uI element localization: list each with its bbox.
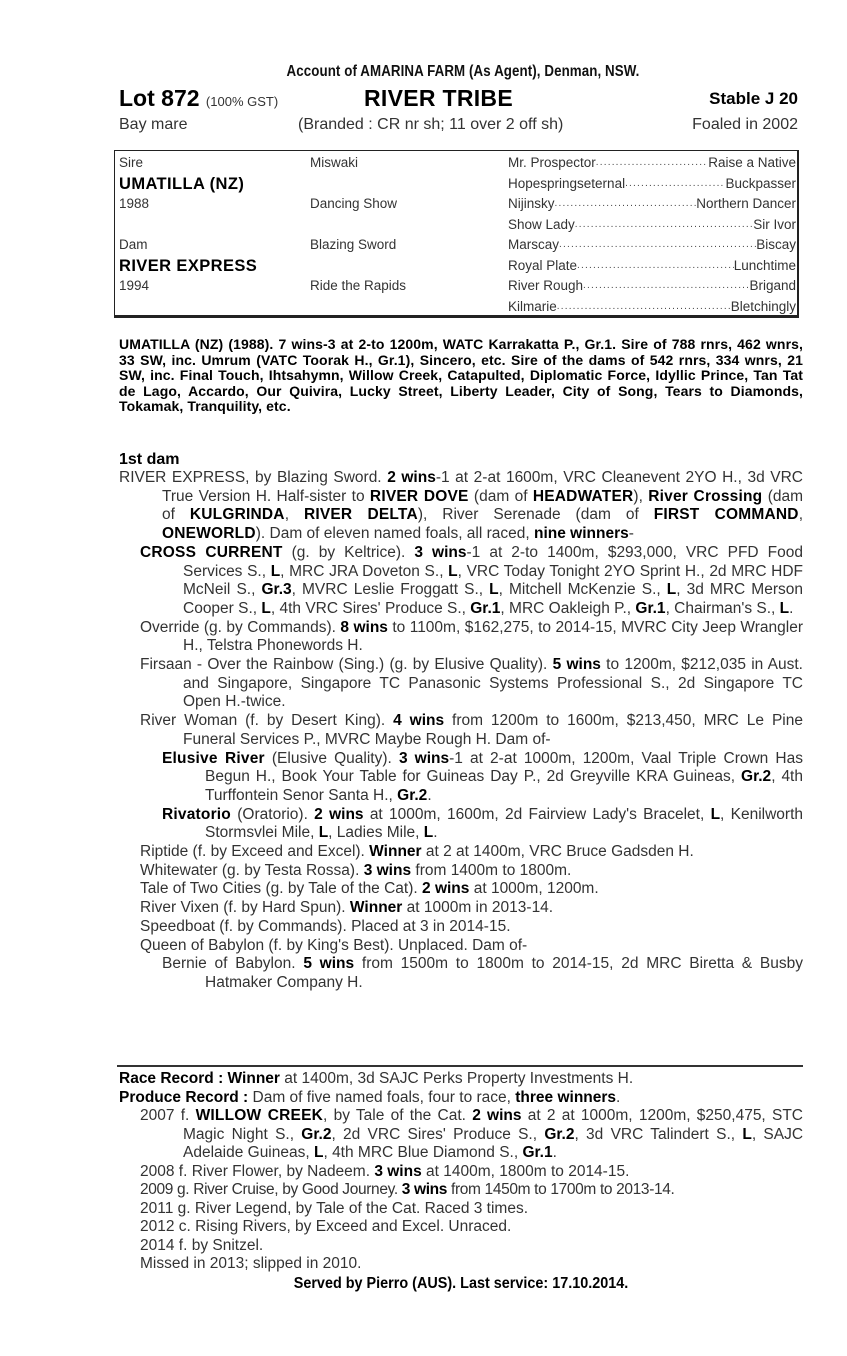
leader-dots (625, 174, 725, 195)
ancestor-sire: Kilmarie (508, 298, 557, 314)
progeny-riptide (119, 843, 803, 862)
dam-year: 1994 (119, 278, 150, 293)
pedigree-ancestor-row (508, 256, 796, 277)
text: at 1400m, 1800m to 2014-15. (421, 1162, 630, 1180)
stakes-winner-name: RIVER DELTA (303, 506, 418, 524)
wins-bold: Winner (349, 899, 403, 917)
ancestor-dam-sire: Brigand (749, 278, 796, 293)
progeny-river-woman (119, 712, 803, 749)
sex-colour: Bay mare (119, 116, 188, 133)
wins-bold: 3 wins (414, 543, 467, 561)
lot-label: Lot 872 (119, 85, 200, 111)
text: ), River Serenade (dam of (417, 506, 654, 524)
text: -1 at 2-to 1400m, $293,000, VRC PFD Food Services S., (183, 543, 803, 580)
listed-badge: L (666, 581, 677, 599)
stakes-winner-name: FIRST COMMAND (653, 506, 799, 524)
ancestor-dam-sire: Bletchingly (730, 298, 796, 314)
leader-dots (575, 215, 753, 236)
text: - (628, 525, 634, 543)
pedigree-ancestor-row (508, 194, 796, 215)
progeny-bernie-of-babylon (119, 955, 803, 992)
ancestor-sire: River Rough (508, 278, 584, 293)
produce-2014-filly: 2014 f. by Snitzel. (140, 1236, 264, 1254)
pedigree-parents (119, 153, 309, 297)
text: (Elusive Quality). (264, 749, 399, 767)
leader-dots (557, 297, 731, 318)
text: . (616, 1088, 621, 1106)
listed-badge: L (318, 824, 329, 842)
listed-badge: L (448, 562, 458, 580)
text: -1 at 2-at 1600m, VRC Cleanevent 2YO H., 3d VRC True Version H. Half-sister to (162, 469, 803, 505)
pedigree-ancestor-row (508, 153, 796, 174)
wins-bold: 3 wins (374, 1162, 422, 1180)
text: , MRC Oakleigh P., (500, 599, 636, 617)
produce-river-flower (119, 1163, 803, 1182)
stakes-winner-name: WILLOW CREEK (195, 1107, 324, 1124)
text: , 4th Turffontein Senor Santa H., (205, 768, 803, 804)
produce-river-cruise (119, 1181, 803, 1200)
stakes-placed-name: River Crossing (648, 487, 763, 505)
progeny-rivatorio (119, 806, 803, 843)
lot-number (119, 84, 278, 116)
text: RIVER EXPRESS, by Blazing Sword. (119, 469, 388, 486)
pedigree-ancestor-row (508, 215, 796, 236)
text: at 1400m, 3d SAJC Perks Property Investments H. (279, 1070, 634, 1087)
first-dam-title: 1st dam (119, 451, 180, 468)
text: at 1000m, 1600m, 2d Fairview Lady's Bracelet, (363, 805, 711, 823)
produce-record-label: Produce Record : (119, 1088, 253, 1106)
text: at 2 at 1000m, 1200m, $250,475, STC Magic Night S., (183, 1107, 803, 1143)
text: , Chairman's S., (665, 599, 780, 617)
stakes-placed-name: Elusive River (162, 749, 265, 767)
text: , 4th MRC Blue Diamond S., (323, 1144, 523, 1161)
group-badge: Gr.1 (635, 599, 666, 617)
leader-dots (583, 276, 749, 297)
ancestor-sire: Nijinsky (508, 196, 555, 211)
progeny-whitewater (119, 862, 803, 881)
group-badge: Gr.2 (397, 786, 428, 804)
wins-bold: 4 wins (393, 712, 445, 730)
text: , SAJC Adelaide Guineas, (183, 1125, 804, 1161)
text: at 2 at 1400m, VRC Bruce Gadsden H. (421, 843, 694, 861)
produce-river-legend: 2011 g. River Legend, by Tale of the Cat. Raced 3 times. (140, 1199, 529, 1217)
stakes-winner-name: HEADWATER (532, 487, 634, 505)
dam-label: Dam (119, 237, 148, 252)
lot-row (119, 84, 803, 114)
brand-info: (Branded : CR nr sh; 11 over 2 off sh) (298, 116, 564, 133)
group-badge: Gr.2 (741, 768, 772, 786)
text: , 2d VRC Sires' Produce S., (331, 1125, 545, 1143)
text: , VRC Today Tonight 2YO Sprint H., 2d MRC HDF McNeil S., (183, 562, 804, 599)
produce-willow-creek (119, 1107, 803, 1163)
sire-year: 1988 (119, 196, 150, 211)
wins-bold: Winner (369, 843, 422, 861)
text: at 1000m in 2013-14. (402, 899, 554, 917)
text: , (798, 506, 803, 524)
section-divider (117, 1065, 803, 1067)
dam-sire: Blazing Sword (310, 237, 397, 252)
text: Tale of Two Cities (g. by Tale of the Cat). (140, 880, 423, 898)
progeny-cross-current (119, 544, 803, 619)
text: 2007 f. (140, 1107, 196, 1124)
wins-bold: 3 wins (398, 749, 450, 767)
ancestor-sire: Royal Plate (508, 257, 578, 273)
text: (dam of (468, 487, 533, 505)
text: Dam of five named foals, four to race, (252, 1088, 516, 1106)
text: to 1100m, $162,275, to 2014-15, MVRC City Jeep Wrangler H., Telstra Phonewords H. (183, 618, 803, 655)
race-record (119, 1070, 803, 1089)
stakes-placed-name: Rivatorio (162, 805, 231, 823)
text: , Mitchell McKenzie S., (498, 581, 667, 599)
leader-dots (559, 235, 756, 256)
produce-rising-rivers: 2012 c. Rising Rivers, by Exceed and Excel. Unraced. (140, 1218, 512, 1235)
sire-dam: Dancing Show (310, 196, 398, 211)
wins-bold: 2 wins (422, 880, 470, 898)
produce-record (119, 1089, 803, 1108)
pedigree-table (114, 150, 799, 318)
produce-missed-note: Missed in 2013; slipped in 2010. (140, 1255, 362, 1272)
pedigree-ancestor-row (508, 297, 796, 318)
text: , MRC JRA Doveton S., (280, 562, 449, 580)
record-section (119, 1070, 803, 1294)
group-badge: Gr.2 (301, 1125, 332, 1143)
listed-badge: L (423, 824, 434, 842)
text: from 1450m to 1700m to 2013-14. (447, 1181, 675, 1198)
progeny-elusive-river (119, 750, 803, 806)
group-badge: Gr.1 (522, 1144, 553, 1161)
catalogue-page (119, 62, 804, 1292)
text: (g. by Keltrice). (282, 543, 415, 561)
progeny-override (119, 619, 803, 656)
progeny-firsaan (119, 656, 803, 712)
ancestor-sire: Show Lady (508, 216, 575, 232)
text: Firsaan - Over the Rainbow (Sing.) (g. by Elusive Quality). (140, 656, 553, 674)
sire-name: UMATILLA (NZ) (119, 174, 245, 193)
wins-bold: 2 wins (472, 1107, 522, 1124)
dam-dam: Ride the Rapids (310, 278, 407, 293)
group-badge: Gr.1 (470, 599, 501, 617)
text: 2008 f. River Flower, by Nadeem. (140, 1162, 375, 1180)
wins-bold: 5 wins (303, 955, 355, 973)
wins-bold: 8 wins (340, 618, 388, 636)
listed-badge: L (710, 805, 721, 823)
progeny-tale-of-two-cities (119, 880, 803, 899)
ancestor-dam-sire: Lunchtime (733, 257, 796, 273)
text: (Oratorio). (230, 805, 315, 823)
ancestor-dam-sire: Northern Dancer (696, 196, 796, 211)
text: from 1200m to 1600m, $213,450, MRC Le Pine Funeral Services P., MVRC Maybe Rough H. Dam of- (183, 712, 803, 748)
leader-dots (596, 153, 708, 174)
progeny-river-vixen (119, 899, 803, 918)
ancestor-sire: Marscay (508, 237, 560, 252)
text: , MVRC Leslie Froggatt S., (291, 581, 490, 599)
text: , 3d MRC Merson Cooper S., (183, 581, 803, 617)
text: River Woman (f. by Desert King). (140, 712, 394, 730)
text: , (284, 506, 304, 524)
text: 2009 g. River Cruise, by Good Journey. (140, 1181, 402, 1198)
wins-bold: 2 wins (314, 805, 364, 823)
text: (dam of (162, 487, 804, 524)
progeny-queen-of-babylon: Queen of Babylon (f. by King's Best). Unplaced. Dam of- (140, 936, 528, 954)
text: from 1500m to 1800m to 2014-15, 2d MRC Biretta & Busby Hatmaker Company H. (205, 955, 803, 991)
text: Override (g. by Commands). (140, 618, 341, 636)
text: at 1000m, 1200m. (469, 880, 599, 898)
wins-bold: 5 wins (552, 656, 601, 674)
text: . (427, 786, 432, 804)
dam-name: RIVER EXPRESS (119, 256, 258, 275)
text: . (789, 599, 794, 617)
pedigree-grandparents (310, 153, 500, 297)
text: , Ladies Mile, (328, 824, 424, 842)
stakes-winner-name: ONEWORLD (162, 525, 256, 543)
progeny-speedboat: Speedboat (f. by Commands). Placed at 3 in 2014-15. (140, 917, 511, 935)
pedigree-ancestor-row (508, 174, 796, 195)
listed-badge: L (779, 599, 790, 617)
text: , 4th VRC Sires' Produce S., (270, 599, 471, 617)
listed-badge: L (261, 599, 271, 617)
leader-dots (577, 256, 734, 277)
listed-badge: L (489, 581, 499, 599)
pedigree-ancestor-row (508, 276, 796, 297)
ancestor-dam-sire: Biscay (756, 237, 796, 252)
wins-bold: 3 wins (363, 861, 412, 879)
race-record-label: Race Record : (119, 1070, 228, 1087)
first-dam-section (119, 450, 803, 993)
sire-summary: UMATILLA (NZ) (1988). 7 wins-3 at 2-to 1200m, WATC Karrakatta P., Gr.1. Sire of 788 rnrs, 462 wnrs, 33 SW, inc. Umrum (VATC Toorak H., Gr.1), Sincero, etc. Sire of the dams of 542 rnrs, 334 wnrs, 21 SW, inc. Final Touch, Ihtsahymn, Willow Creek, Catapulted, Diplomatic Force, Idyllic Prince, Tan Tat de Lago, Accardo, Our Quivira, Lucky Street, Liberty Leader, City of Song, Tears to Diamonds, Tokamak, Tranquility, etc. (119, 336, 803, 414)
text: ), (633, 487, 649, 505)
wins-bold: 2 wins (387, 469, 436, 486)
ancestor-sire: Mr. Prospector (508, 155, 596, 170)
ancestor-dam-sire: Buckpasser (725, 175, 796, 191)
listed-badge: L (313, 1144, 324, 1161)
wins-bold: 3 wins (401, 1181, 448, 1198)
text: Bernie of Babylon. (162, 955, 304, 973)
description-row (119, 114, 803, 138)
dam-intro (119, 469, 803, 544)
ancestor-dam-sire: Raise a Native (708, 155, 796, 170)
leader-dots (555, 194, 697, 215)
wins-bold: Winner (227, 1070, 280, 1087)
winners-bold: three winners (515, 1088, 617, 1106)
pedigree-ancestor-row (508, 235, 796, 256)
group-badge: Gr.3 (261, 581, 292, 599)
text: , by Tale of the Cat. (323, 1107, 473, 1124)
gst-note: (100% GST) (205, 94, 279, 109)
stakes-winner-name: CROSS CURRENT (140, 543, 283, 561)
text: . (552, 1144, 557, 1161)
winners-bold: nine winners (534, 525, 629, 543)
vendor-account: Account of AMARINA FARM (As Agent), Denman, NSW. (286, 63, 640, 80)
served-by-note: Served by Pierro (AUS). Last service: 17.10.2014. (293, 1274, 629, 1292)
pedigree-third-generation (508, 153, 796, 317)
stable-location: Stable J 20 (709, 89, 798, 108)
listed-badge: L (270, 562, 281, 580)
sire-label: Sire (119, 155, 144, 170)
ancestor-sire: Hopespringseternal (508, 175, 626, 191)
text: -1 at 2-at 1000m, 1200m, Vaal Triple Crown Has Begun H., Book Your Table for Guineas Day P., 2d Greyville KRA Guineas, (205, 749, 803, 786)
text: , 3d VRC Talindert S., (574, 1125, 743, 1143)
text: from 1400m to 1800m. (411, 861, 572, 879)
horse-name: RIVER TRIBE (364, 85, 513, 111)
text: to 1200m, $212,035 in Aust. and Singapore, Singapore TC Panasonic Systems Professional S., 2d Singapore TC Open H.-twice. (183, 656, 803, 711)
text: Riptide (f. by Exceed and Excel). (140, 843, 370, 861)
listed-badge: L (742, 1125, 752, 1143)
text: River Vixen (f. by Hard Spun). (140, 899, 350, 917)
stakes-winner-name: RIVER DOVE (369, 487, 469, 505)
text: . (433, 824, 438, 842)
text: ). Dam of eleven named foals, all raced, (255, 525, 535, 543)
foaled-year: Foaled in 2002 (692, 116, 798, 133)
text: , Kenilworth Stormsvlei Mile, (205, 805, 803, 842)
sire-sire: Miswaki (310, 155, 359, 170)
stakes-winner-name: KULGRINDA (189, 506, 285, 524)
text: Whitewater (g. by Testa Rossa). (140, 861, 364, 879)
ancestor-dam-sire: Sir Ivor (753, 216, 796, 232)
group-badge: Gr.2 (544, 1125, 575, 1143)
